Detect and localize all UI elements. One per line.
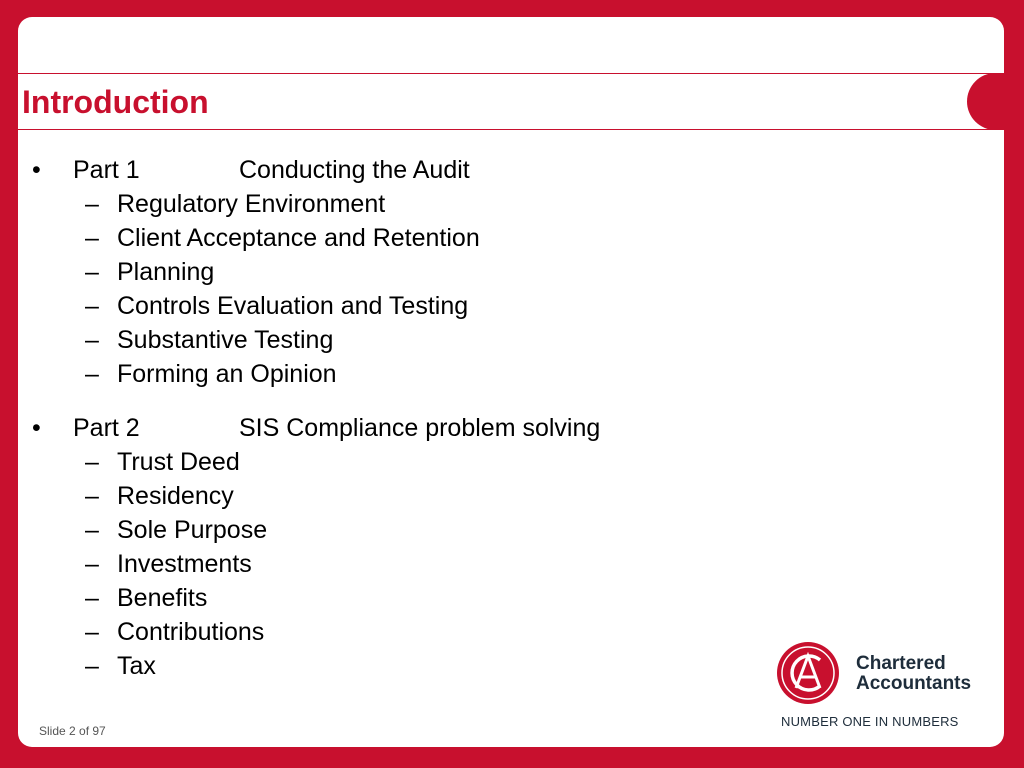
section-heading	[32, 153, 832, 187]
part-label: Part 2	[73, 414, 140, 442]
list-item	[32, 547, 832, 581]
dash-marker: –	[85, 258, 99, 286]
bullet-marker: •	[32, 414, 41, 442]
list-item	[32, 323, 832, 357]
list-item-text: Regulatory Environment	[117, 190, 386, 218]
list-item	[32, 357, 832, 391]
dash-marker: –	[85, 584, 99, 612]
dash-marker: –	[85, 516, 99, 544]
section-heading	[32, 411, 832, 445]
logo-wordmark-line1: Chartered	[856, 653, 946, 674]
part-title: Conducting the Audit	[239, 156, 470, 184]
logo-tagline: NUMBER ONE IN NUMBERS	[781, 714, 959, 729]
dash-marker: –	[85, 652, 99, 680]
list-item	[32, 289, 832, 323]
section-part-1	[32, 153, 832, 391]
part-title: SIS Compliance problem solving	[239, 414, 601, 442]
list-item	[32, 649, 832, 683]
dash-marker: –	[85, 448, 99, 476]
list-item-text: Sole Purpose	[117, 516, 268, 544]
logo-wordmark-line2: Accountants	[856, 673, 972, 694]
list-item	[32, 581, 832, 615]
bullet-marker: •	[32, 156, 41, 184]
dash-marker: –	[85, 224, 99, 252]
list-item	[32, 479, 832, 513]
list-item-text: Substantive Testing	[117, 326, 334, 354]
part-label: Part 1	[73, 156, 140, 184]
list-item-text: Forming an Opinion	[117, 360, 337, 388]
list-item-text: Contributions	[117, 618, 265, 646]
dash-marker: –	[85, 550, 99, 578]
dash-marker: –	[85, 618, 99, 646]
dash-marker: –	[85, 292, 99, 320]
slide-content	[32, 153, 832, 703]
list-item	[32, 221, 832, 255]
chartered-accountants-logo	[776, 637, 990, 737]
dash-marker: –	[85, 482, 99, 510]
ca-seal-icon	[776, 641, 840, 705]
list-item-text: Trust Deed	[117, 448, 240, 476]
slide-title: Introduction	[22, 84, 209, 120]
list-item-text: Client Acceptance and Retention	[117, 224, 480, 252]
dash-marker: –	[85, 360, 99, 388]
list-item-text: Controls Evaluation and Testing	[117, 292, 469, 320]
dash-marker: –	[85, 190, 99, 218]
list-item-text: Investments	[117, 550, 252, 578]
list-item	[32, 615, 832, 649]
list-item-text: Residency	[117, 482, 234, 510]
slide-canvas	[18, 17, 1004, 747]
list-item-text: Benefits	[117, 584, 208, 612]
section-part-2	[32, 411, 832, 683]
list-item	[32, 513, 832, 547]
dash-marker: –	[85, 326, 99, 354]
list-item-text: Tax	[117, 652, 156, 680]
slide-number: Slide 2 of 97	[39, 724, 106, 738]
list-item	[32, 255, 832, 289]
list-item	[32, 445, 832, 479]
list-item	[32, 187, 832, 221]
list-item-text: Planning	[117, 258, 215, 286]
